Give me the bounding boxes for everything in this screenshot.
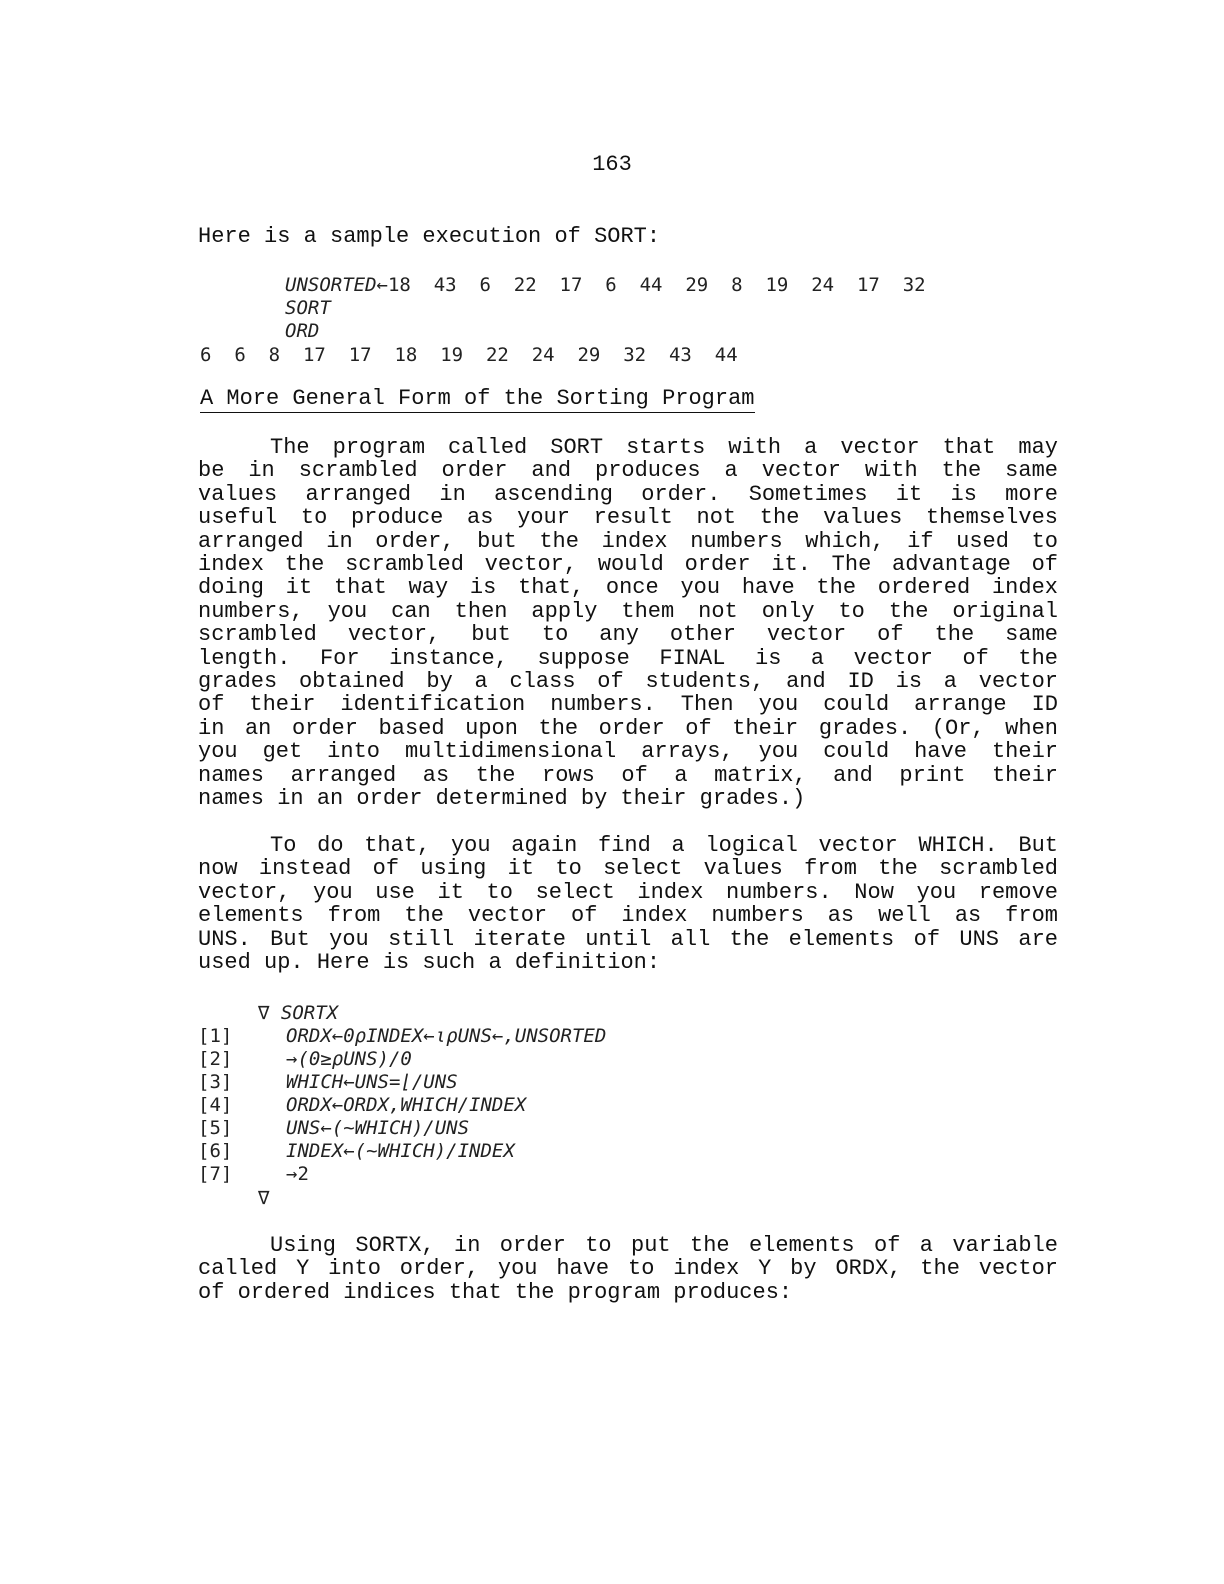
definition-line — [198, 1140, 798, 1163]
definition-line — [198, 1117, 798, 1140]
paragraph-line: values arranged in ascending order. Sometimes it is more — [198, 481, 1058, 507]
line-label: [6] — [198, 1140, 233, 1162]
definition-line — [198, 1094, 798, 1117]
line-code: →(0≥ρUNS)/0 — [286, 1048, 412, 1070]
paragraph-line: of ordered indices that the program produces: — [198, 1279, 793, 1305]
paragraph-line: The program called SORT starts with a vector that may — [270, 435, 1058, 460]
paragraph-line: in an order based upon the order of their grades. (Or, when — [198, 715, 1058, 741]
definition-line — [198, 1071, 798, 1094]
line-code: ORDX←0ρINDEX←ιρUNS←,UNSORTED — [286, 1025, 607, 1047]
line-label: [1] — [198, 1025, 233, 1047]
sample-execution-line-2: SORT — [285, 297, 331, 319]
line-label: [5] — [198, 1117, 233, 1139]
paragraph-line: index the scrambled vector, would order it. The advantage of — [198, 552, 1058, 578]
paragraph-line: length. For instance, suppose FINAL is a vector of the — [198, 645, 1058, 671]
paragraph-line: used up. Here is such a definition: — [198, 950, 661, 976]
paragraph-line: To do that, you again find a logical vector WHICH. But — [270, 833, 1058, 858]
line-label: [4] — [198, 1094, 233, 1116]
paragraph-line: elements from the vector of index numbers as well as from — [198, 903, 1058, 929]
paragraph-line: names arranged as the rows of a matrix, and print their — [198, 762, 1058, 788]
paragraph-1 — [198, 436, 1058, 811]
paragraph-line: now instead of using it to select values from the scrambled — [198, 856, 1058, 882]
function-name: SORTX — [280, 1002, 339, 1024]
page-number: 163 — [592, 152, 632, 177]
line-label: [2] — [198, 1048, 233, 1070]
paragraph-line: useful to produce as your result not the values themselves — [198, 505, 1058, 531]
paragraph-line: grades obtained by a class of students, and ID is a vector — [198, 669, 1058, 695]
line-code: INDEX←(~WHICH)/INDEX — [286, 1140, 515, 1162]
sample-execution-line-3: ORD — [285, 320, 320, 342]
paragraph-line: numbers, you can then apply them not only to the original — [198, 598, 1058, 624]
intro-text: Here is a sample execution of SORT: — [198, 224, 661, 249]
line-code: →2 — [286, 1163, 309, 1185]
paragraph-line: vector, you use it to select index numbers. Now you remove — [198, 879, 1058, 905]
line-code: UNS←(~WHICH)/UNS — [286, 1117, 470, 1139]
paragraph-2 — [198, 834, 1058, 974]
section-heading: A More General Form of the Sorting Program — [200, 386, 755, 411]
paragraph-line: names in an order determined by their grades.) — [198, 786, 806, 812]
paragraph-line: scrambled vector, but to any other vector of the same — [198, 622, 1058, 648]
paragraph-line: you get into multidimensional arrays, you could have their — [198, 739, 1058, 765]
paragraph-line: be in scrambled order and produces a vector with the same — [198, 458, 1058, 484]
line-code: ORDX←ORDX,WHICH/INDEX — [286, 1094, 527, 1116]
paragraph-line: called Y into order, you have to index Y by ORDX, the vector — [198, 1256, 1058, 1282]
del-symbol: ∇ — [258, 1002, 270, 1024]
line-label: [7] — [198, 1163, 233, 1185]
paragraph-3 — [198, 1234, 1058, 1304]
del-symbol: ∇ — [258, 1187, 270, 1209]
definition-line — [198, 1025, 798, 1048]
function-header — [258, 1002, 338, 1024]
paragraph-line: of their identification numbers. Then you could arrange ID — [198, 692, 1058, 718]
paragraph-line: arranged in order, but the index numbers which, if used to — [198, 528, 1058, 554]
unsorted-assignment: ←18 43 6 22 17 6 44 29 8 19 24 17 32 — [376, 274, 926, 296]
sample-execution-result: 6 6 8 17 17 18 19 22 24 29 32 43 44 — [200, 344, 738, 366]
definition-line — [198, 1163, 798, 1186]
line-label: [3] — [198, 1071, 233, 1093]
paragraph-line: UNS. But you still iterate until all the elements of UNS are — [198, 926, 1058, 952]
paragraph-line: doing it that way is that, once you have the ordered index — [198, 575, 1058, 601]
line-code: WHICH←UNS=⌊/UNS — [286, 1071, 458, 1093]
paragraph-line: Using SORTX, in order to put the elements of a variable — [270, 1233, 1058, 1258]
definition-line — [198, 1048, 798, 1071]
sample-execution-line-1 — [285, 274, 926, 296]
unsorted-variable: UNSORTED — [285, 274, 377, 296]
